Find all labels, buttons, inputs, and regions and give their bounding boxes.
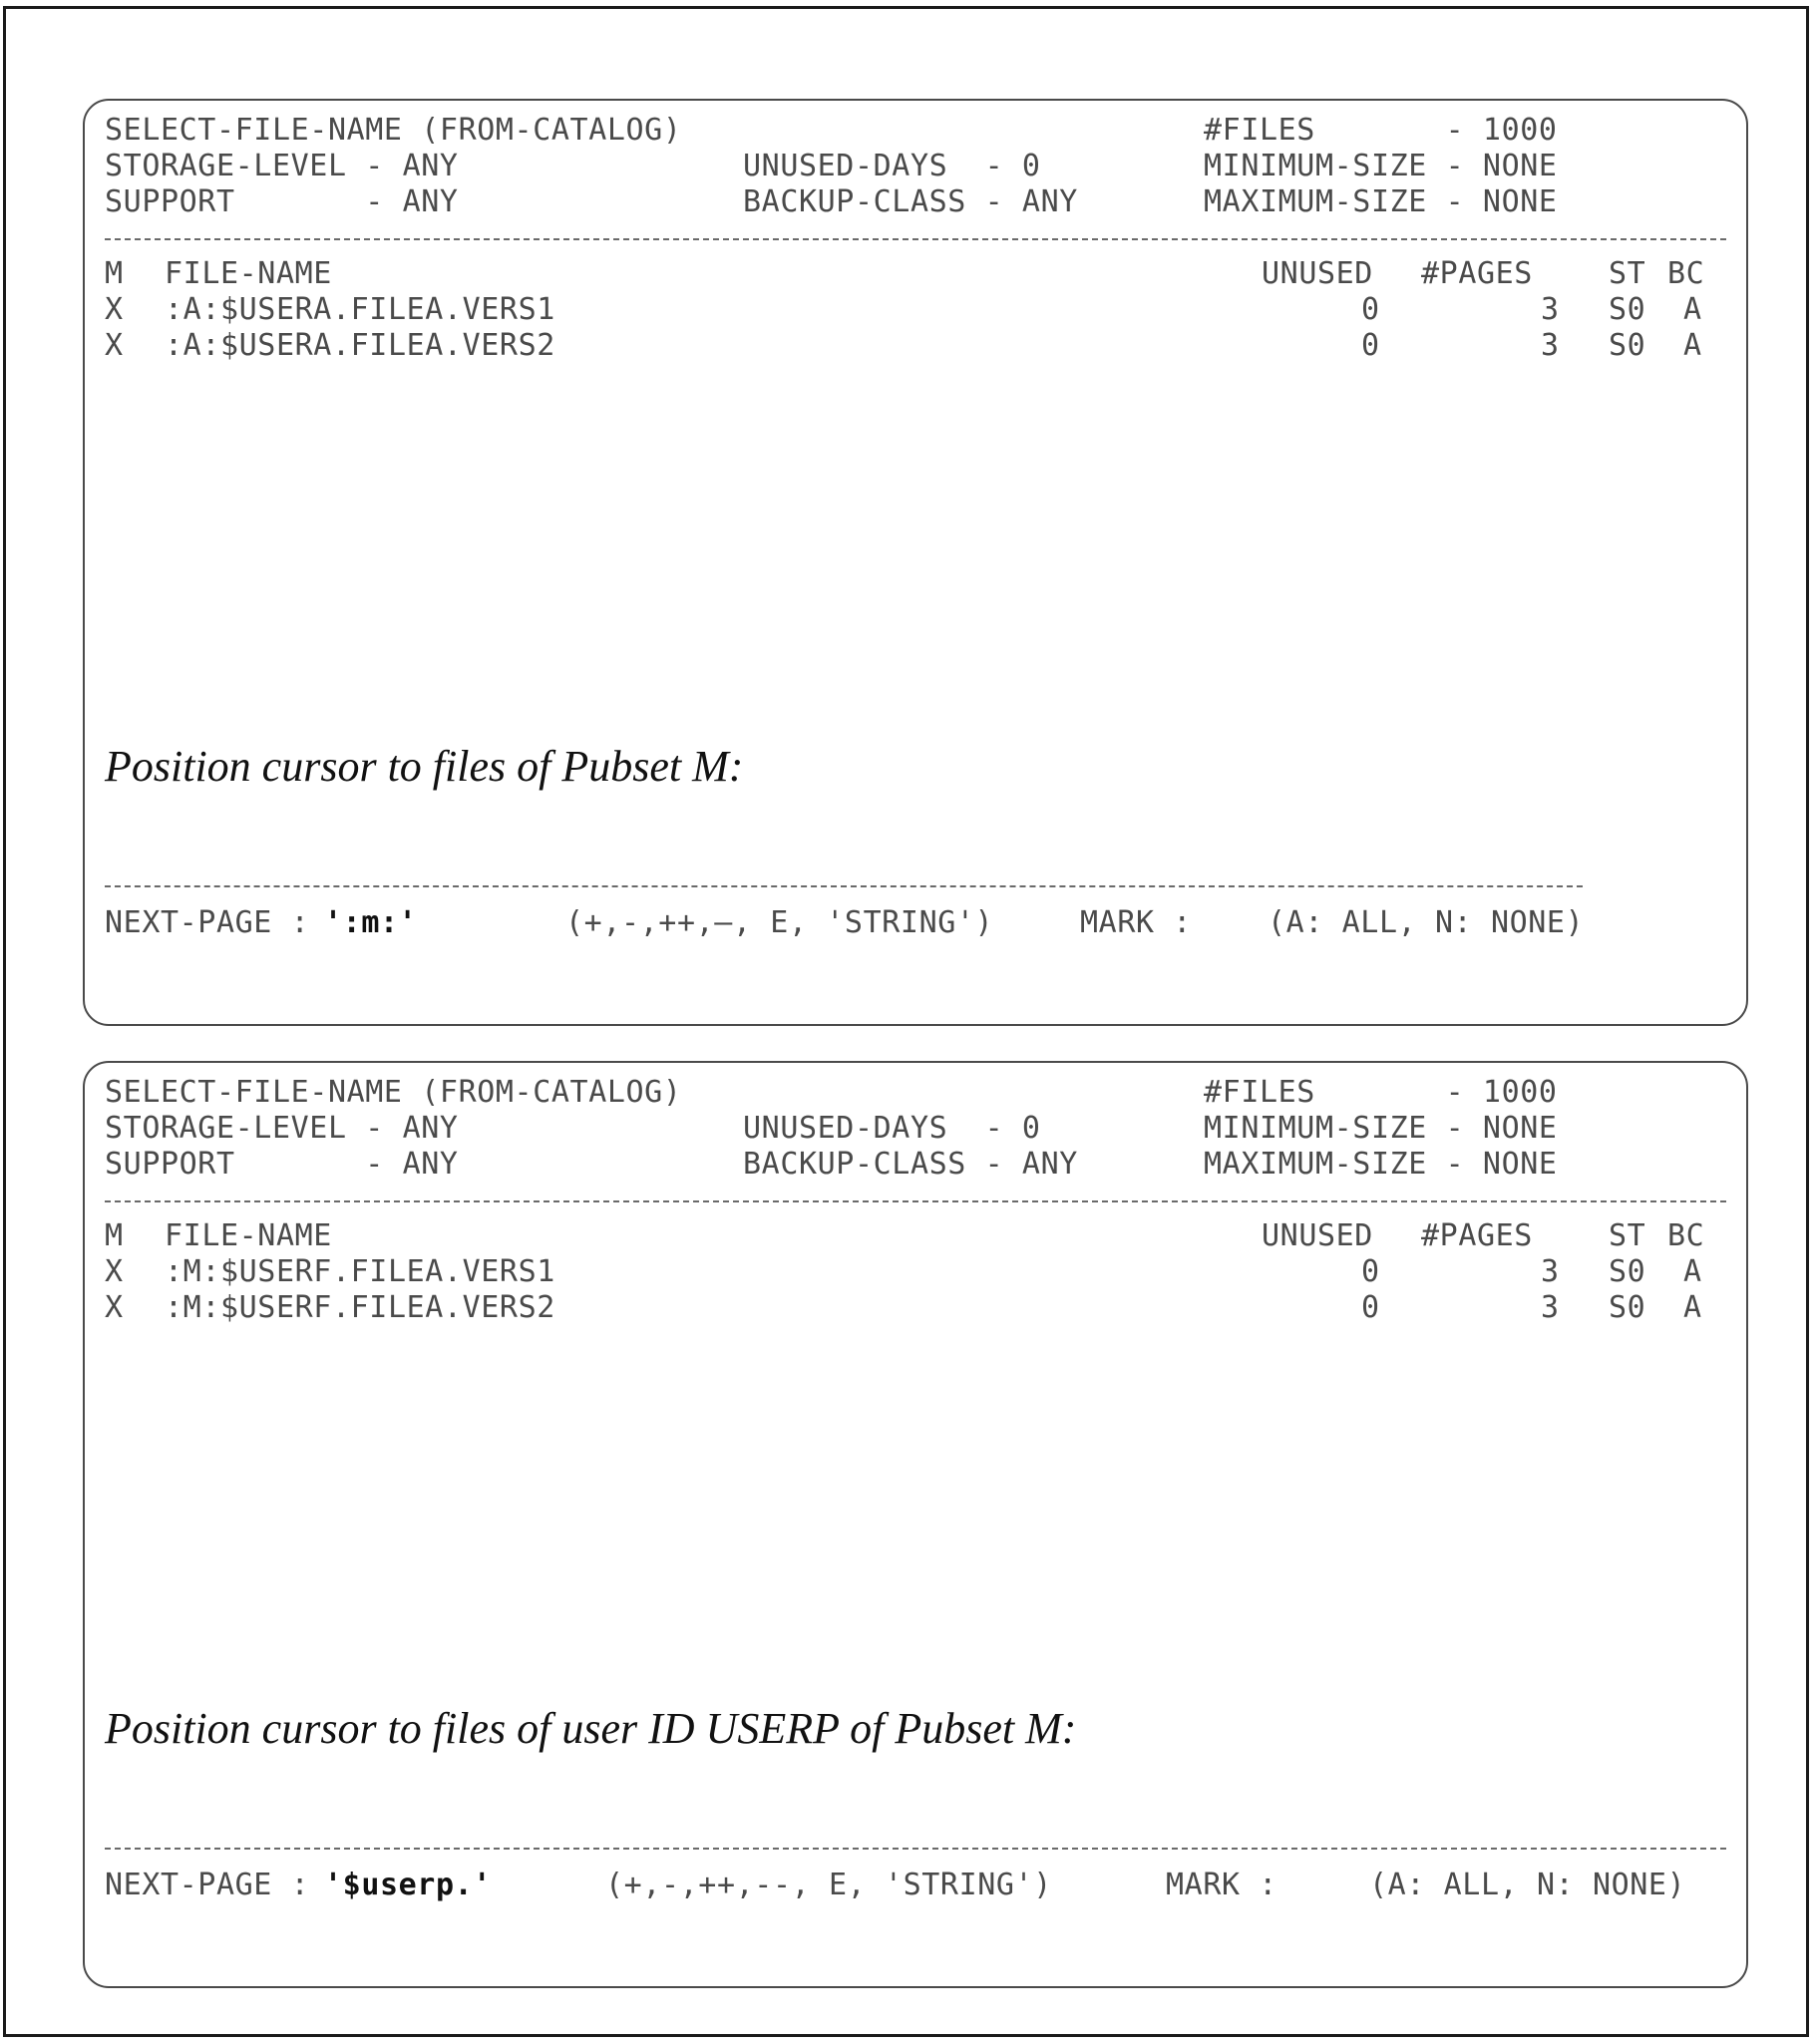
col-header-file-name: FILE-NAME [165, 256, 332, 291]
col-header-mark: M [105, 1218, 124, 1253]
next-page-label: NEXT-PAGE : [105, 1868, 328, 1902]
support-setting: SUPPORT - ANY [105, 1147, 459, 1182]
minimum-size-setting: MINIMUM-SIZE - NONE [1204, 149, 1558, 183]
header-divider [105, 1200, 1726, 1202]
mark-label: MARK : [1166, 1868, 1277, 1902]
row-st: S0 [1609, 292, 1646, 327]
row-st: S0 [1609, 1254, 1646, 1289]
terminal-screen-2 [83, 1061, 1748, 1988]
mark-options: (A: ALL, N: NONE) [1268, 905, 1585, 940]
row-st: S0 [1609, 1290, 1646, 1325]
col-header-bc: BC [1667, 1218, 1705, 1253]
backup-class-setting: BACKUP-CLASS - ANY [743, 184, 1078, 219]
footer-divider [105, 885, 1583, 887]
col-header-pages: #PAGES [1421, 1218, 1533, 1253]
col-header-unused: UNUSED [1262, 256, 1373, 291]
backup-class-setting: BACKUP-CLASS - ANY [743, 1147, 1078, 1182]
row-mark[interactable]: X [105, 1290, 124, 1325]
row-pages: 3 [1541, 1254, 1560, 1289]
row-file-name: :A:$USERA.FILEA.VERS2 [165, 328, 555, 363]
next-page-options: (+,-,++,--, E, 'STRING') [605, 1868, 1052, 1902]
col-header-bc: BC [1667, 256, 1705, 291]
col-header-st: ST [1609, 256, 1646, 291]
support-setting: SUPPORT - ANY [105, 184, 459, 219]
maximum-size-setting: MAXIMUM-SIZE - NONE [1204, 1147, 1558, 1182]
col-header-unused: UNUSED [1262, 1218, 1373, 1253]
maximum-size-setting: MAXIMUM-SIZE - NONE [1204, 184, 1558, 219]
row-file-name: :M:$USERF.FILEA.VERS1 [165, 1254, 555, 1289]
row-unused: 0 [1361, 1254, 1380, 1289]
row-unused: 0 [1361, 1290, 1380, 1325]
unused-days-setting: UNUSED-DAYS - 0 [743, 149, 1041, 183]
mark-label: MARK : [1080, 905, 1192, 940]
row-pages: 3 [1541, 292, 1560, 327]
row-bc: A [1683, 1254, 1702, 1289]
minimum-size-setting: MINIMUM-SIZE - NONE [1204, 1111, 1558, 1146]
row-bc: A [1683, 1290, 1702, 1325]
instruction-caption: Position cursor to files of Pubset M: [105, 742, 744, 791]
next-page-label: NEXT-PAGE : [105, 905, 328, 940]
col-header-file-name: FILE-NAME [165, 1218, 332, 1253]
row-pages: 3 [1541, 1290, 1560, 1325]
row-file-name: :M:$USERF.FILEA.VERS2 [165, 1290, 555, 1325]
row-bc: A [1683, 292, 1702, 327]
row-st: S0 [1609, 328, 1646, 363]
files-setting: #FILES - 1000 [1204, 113, 1558, 148]
col-header-st: ST [1609, 1218, 1646, 1253]
header-divider [105, 238, 1726, 240]
files-setting: #FILES - 1000 [1204, 1075, 1558, 1110]
screen-title: SELECT-FILE-NAME (FROM-CATALOG) [105, 113, 682, 148]
row-file-name: :A:$USERA.FILEA.VERS1 [165, 292, 555, 327]
unused-days-setting: UNUSED-DAYS - 0 [743, 1111, 1041, 1146]
row-bc: A [1683, 328, 1702, 363]
row-unused: 0 [1361, 328, 1380, 363]
next-page-input[interactable]: ':m:' [324, 905, 418, 940]
row-unused: 0 [1361, 292, 1380, 327]
mark-options: (A: ALL, N: NONE) [1369, 1868, 1686, 1902]
next-page-options: (+,-,++,—, E, 'STRING') [565, 905, 994, 940]
terminal-screen-1 [83, 99, 1748, 1026]
row-mark[interactable]: X [105, 292, 124, 327]
col-header-pages: #PAGES [1421, 256, 1533, 291]
screen-title: SELECT-FILE-NAME (FROM-CATALOG) [105, 1075, 682, 1110]
col-header-mark: M [105, 256, 124, 291]
storage-level-setting: STORAGE-LEVEL - ANY [105, 149, 459, 183]
footer-divider [105, 1848, 1726, 1850]
row-pages: 3 [1541, 328, 1560, 363]
instruction-caption: Position cursor to files of user ID USERP of Pubset M: [105, 1704, 1077, 1753]
next-page-input[interactable]: '$userp.' [324, 1868, 492, 1902]
storage-level-setting: STORAGE-LEVEL - ANY [105, 1111, 459, 1146]
row-mark[interactable]: X [105, 1254, 124, 1289]
row-mark[interactable]: X [105, 328, 124, 363]
